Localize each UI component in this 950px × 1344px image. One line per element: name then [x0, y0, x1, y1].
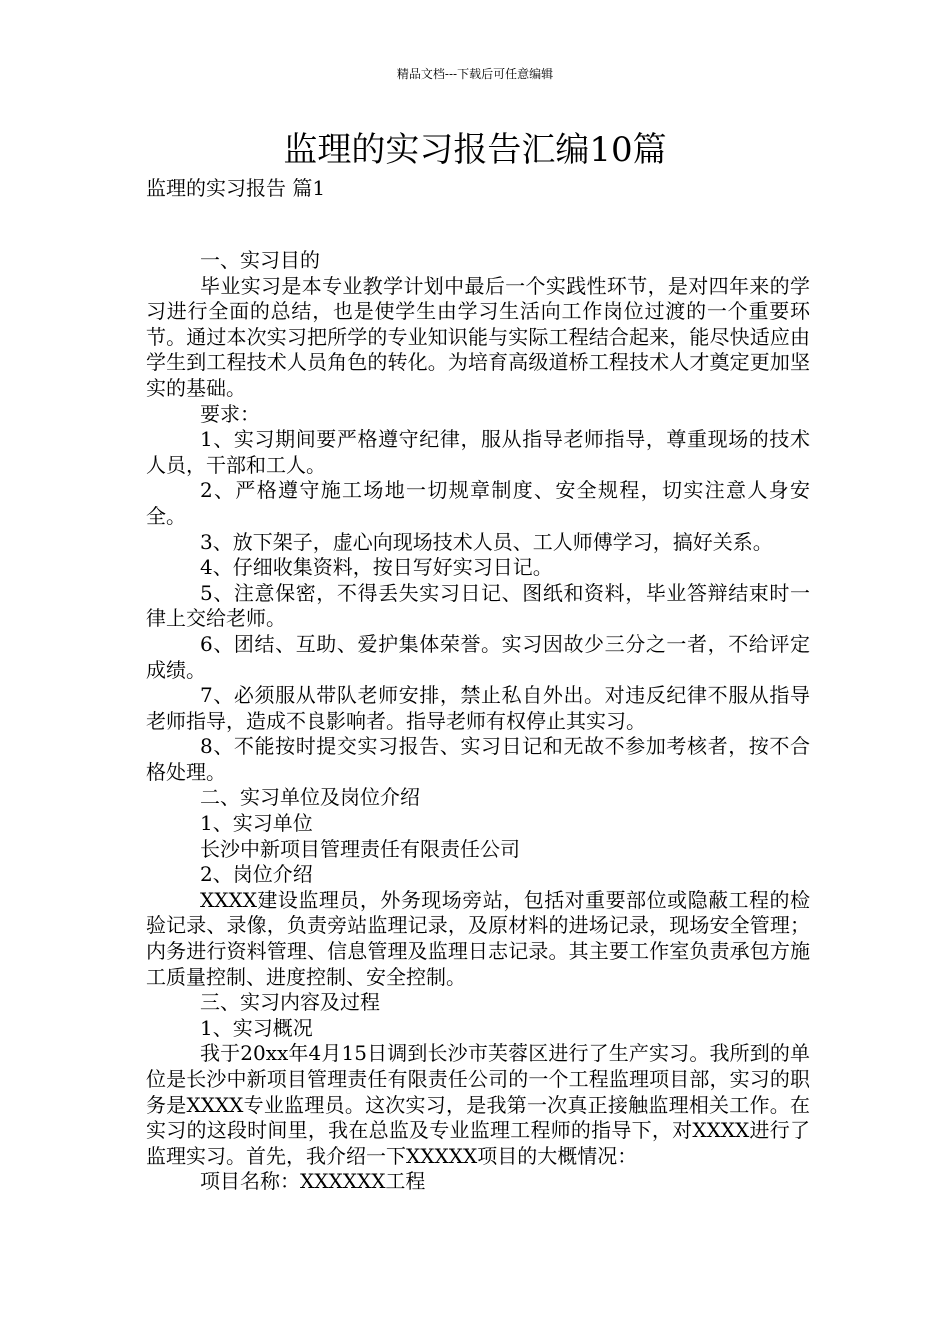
subsection-heading: 2、岗位介绍: [200, 862, 313, 887]
subsection-heading: 1、实习概况: [200, 1015, 313, 1040]
document-subtitle: 监理的实习报告 篇1: [146, 176, 326, 200]
list-item: 1、实习期间要严格遵守纪律，服从指导老师指导，尊重现场的技术人员，干部和工人。: [146, 427, 810, 477]
list-item: 2、严格遵守施工场地一切规章制度、安全规程，切实注意人身安全。: [146, 478, 810, 528]
list-item: 8、不能按时提交实习报告、实习日记和无故不参加考核者，按不合格处理。: [146, 734, 810, 784]
list-item: 7、必须服从带队老师安排，禁止私自外出。对违反纪律不服从指导老师指导，造成不良影响者。指导老师有权停止其实习。: [146, 683, 810, 733]
body-paragraph: 毕业实习是本专业教学计划中最后一个实践性环节，是对四年来的学习进行全面的总结，也是使学生由学习生活向工作岗位过渡的一个重要环节。通过本次实习把所学的专业知识能与实际工程结合起来，能尽快适应由学生到工程技术人员角色的转化。为培育高级道桥工程技术人才奠定更加坚实的基础。: [146, 273, 810, 400]
body-paragraph: 我于20xx年4月15日调到长沙市芙蓉区进行了生产实习。我所到的单位是长沙中新项目管理责任有限责任公司的一个工程监理项目部，实习的职务是XXXX专业监理员。这次实习，是我第一次真正接触监理相关工作。在实习的这段时间里，我在总监及专业监理工程师的指导下，对XXXX进行了监理实习。首先，我介绍一下XXXXX项目的大概情况：: [146, 1041, 810, 1168]
page-header-note: 精品文档---下载后可任意编辑: [396, 67, 554, 81]
list-item: 6、团结、互助、爱护集体荣誉。实习因故少三分之一者，不给评定成绩。: [146, 631, 810, 682]
section-heading: 二、实习单位及岗位介绍: [200, 785, 420, 810]
body-paragraph: 长沙中新项目管理责任有限责任公司: [200, 836, 520, 861]
body-paragraph: 项目名称：XXXXXX工程: [200, 1169, 426, 1194]
document-body: [146, 248, 810, 1195]
section-heading: 三、实习内容及过程: [200, 990, 380, 1015]
list-item: 3、放下架子，虚心向现场技术人员、工人师傅学习，搞好关系。: [200, 529, 773, 554]
subsection-heading: 1、实习单位: [200, 811, 313, 836]
list-item: 4、仔细收集资料，按日写好实习日记。: [200, 555, 553, 580]
section-heading: 一、实习目的: [200, 248, 320, 272]
body-paragraph: XXXX建设监理员，外务现场旁站，包括对重要部位或隐蔽工程的检验记录、录像，负责旁站监理记录，及原材料的进场记录，现场安全管理；内务进行资料管理、信息管理及监理日志记录。其主要工作室负责承包方施工质量控制、进度控制、安全控制。: [146, 887, 810, 989]
document-title: 监理的实习报告汇编10篇: [283, 130, 667, 170]
body-paragraph: 要求：: [200, 401, 260, 426]
list-item: 5、注意保密，不得丢失实习日记、图纸和资料，毕业答辩结束时一律上交给老师。: [146, 580, 810, 631]
